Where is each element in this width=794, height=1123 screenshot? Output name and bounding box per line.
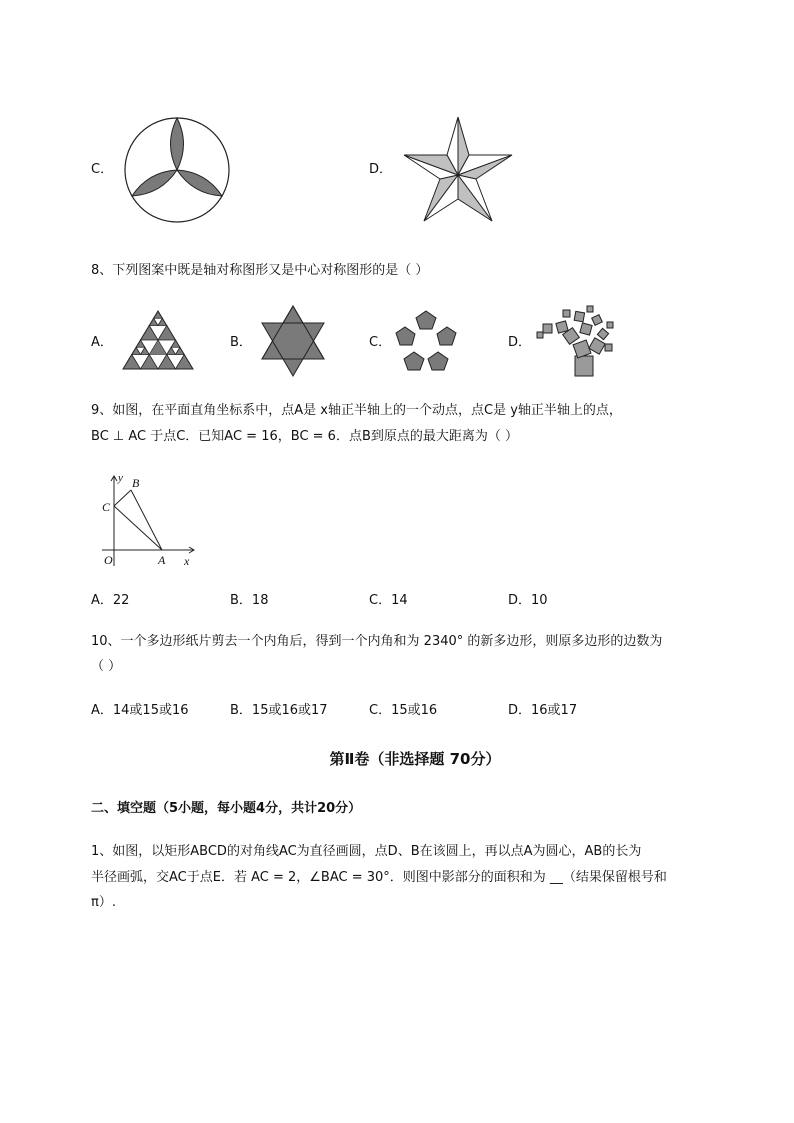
q8-option-d-label: D． bbox=[508, 335, 532, 350]
q7-option-d-label: D． bbox=[369, 162, 393, 177]
fill1-line3: π）. bbox=[91, 895, 116, 910]
q9-option-c: C．14 bbox=[369, 593, 408, 608]
q8-stem: 8、下列图案中既是轴对称图形又是中心对称图形的是（ ） bbox=[91, 263, 429, 278]
q7-option-c-label: C． bbox=[91, 162, 114, 177]
fill1-line2: 半径画弧，交AC于点E．若 AC = 2，∠BAC = 30°．则图中影部分的面积和为 __（结果保留根号和 bbox=[91, 870, 667, 885]
q8-option-a-label: A． bbox=[91, 335, 113, 350]
q9-option-b: B．18 bbox=[230, 593, 269, 608]
q9-line1: 9、如图，在平面直角坐标系中，点A是 x轴正半轴上的一个动点，点C是 y轴正半轴上的点， bbox=[91, 403, 622, 418]
q7-option-c-figure bbox=[124, 114, 230, 226]
fill-section-title: 二、填空题（5小题，每小题4分，共计20分） bbox=[91, 801, 362, 816]
q9-label-c: C bbox=[102, 500, 111, 514]
q10-line2: （ ） bbox=[91, 659, 122, 674]
q9-label-b: B bbox=[132, 476, 140, 490]
q10-option-a: A．14或15或16 bbox=[91, 703, 189, 718]
q9-label-y: y bbox=[118, 472, 123, 484]
q9-option-a: A．22 bbox=[91, 593, 130, 608]
q9-coordinate-figure bbox=[98, 470, 202, 570]
q8-option-c-label: C． bbox=[369, 335, 392, 350]
q10-line1: 10、一个多边形纸片剪去一个内角后，得到一个内角和为 2340° 的新多边形，则原多边形的边数为 bbox=[91, 634, 663, 649]
q9-line2: BC ⊥ AC 于点C．已知AC = 16，BC = 6．点B到原点的最大距离为（ ） bbox=[91, 429, 518, 444]
q9-label-a: A bbox=[158, 553, 166, 567]
q8-option-b-label: B． bbox=[230, 335, 252, 350]
q9-option-d: D．10 bbox=[508, 593, 548, 608]
q8-option-d-figure bbox=[535, 302, 617, 378]
part2-heading: 第Ⅱ卷（非选择题 70分） bbox=[329, 750, 501, 768]
q8-option-c-figure bbox=[394, 310, 458, 372]
q10-option-c: C．15或16 bbox=[369, 703, 438, 718]
q10-option-b: B．15或16或17 bbox=[230, 703, 328, 718]
q7-option-d-figure bbox=[402, 115, 514, 223]
fill1-line1: 1、如图，以矩形ABCD的对角线AC为直径画圆，点D、B在该圆上，再以点A为圆心，AB的长为 bbox=[91, 844, 642, 859]
q8-option-a-figure bbox=[122, 310, 194, 370]
q9-label-o: O bbox=[104, 553, 113, 567]
q9-label-x: x bbox=[184, 554, 190, 568]
q8-option-b-figure bbox=[257, 305, 329, 377]
q10-option-d: D．16或17 bbox=[508, 703, 578, 718]
